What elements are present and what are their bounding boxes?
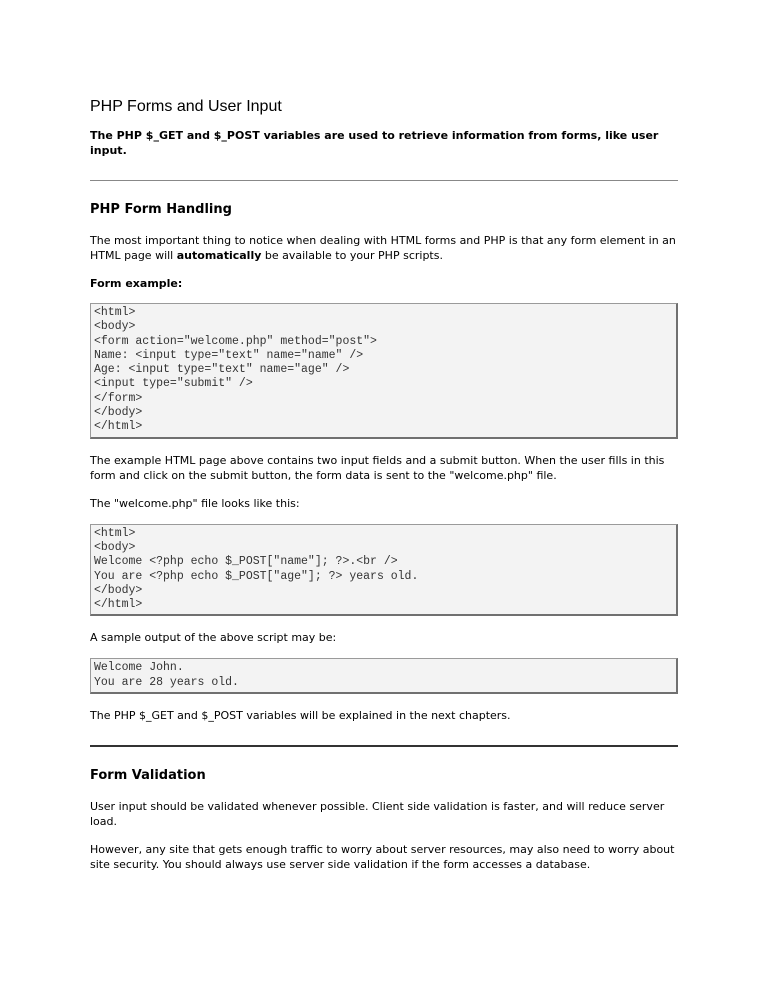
section-heading-form-validation: Form Validation [90,768,206,784]
divider [90,745,678,747]
code-block-form: <html> <body> <form action="welcome.php" method="post"> Name: <input type="text" name="name" /> Age: <input type="text" name="age" /> <input type="submit" /> </form> </body> </html> [90,303,678,439]
paragraph-validation-2: However, any site that gets enough traffic to worry about server resources, may also need to worry about site security. You should always use server side validation if the form accesses a database. [90,843,675,872]
paragraph-text: The most important thing to notice when dealing with HTML forms and PHP is that any form element in an HTML page will [90,234,676,262]
divider [90,180,678,181]
emphasis-text: automatically [176,249,262,262]
page-title: PHP Forms and User Input [90,98,282,115]
document-page [90,96,678,885]
section-heading-form-handling: PHP Form Handling [90,202,232,217]
paragraph-validation-1: User input should be validated whenever possible. Client side validation is faster, and will reduce server load. [90,800,665,829]
code-block-welcome: <html> <body> Welcome <?php echo $_POST["name"]; ?>.<br /> You are <?php echo $_POST["age"]; ?> years old. </body> </html> [90,524,678,617]
paragraph-example-explanation: The example HTML page above contains two input fields and a submit button. When the user fills in this form and click on the submit button, the form data is sent to the "welcome.php" file. [90,453,665,482]
paragraph-next-chapters: The PHP $_GET and $_POST variables will be explained in the next chapters. [90,709,511,723]
paragraph-sample-output: A sample output of the above script may be: [90,631,337,645]
paragraph-text: be available to your PHP scripts. [261,249,443,262]
code-block-output: Welcome John. You are 28 years old. [90,658,678,694]
paragraph-form-handling [90,233,678,263]
form-example-label: Form example: [90,277,183,290]
paragraph-welcome-intro: The "welcome.php" file looks like this: [90,496,300,510]
intro-text: The PHP $_GET and $_POST variables are used to retrieve information from forms, like user input. [90,129,659,157]
